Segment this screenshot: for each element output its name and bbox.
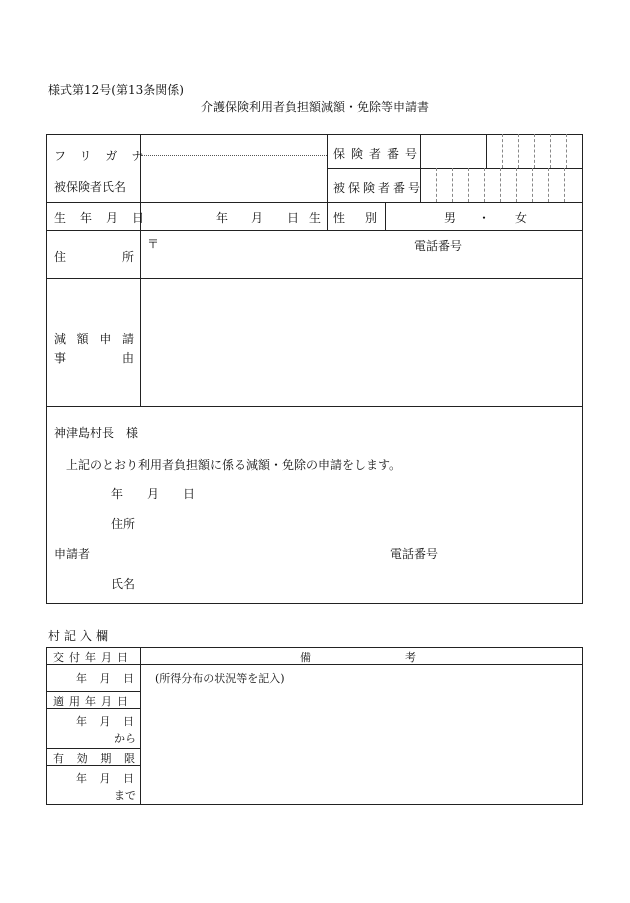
applicant-name-label: 氏名 (111, 577, 136, 591)
furigana-label: フリガナ (54, 149, 158, 163)
application-year-unit: 年 (111, 487, 124, 501)
applicant-label: 申請者 (54, 547, 91, 561)
valid-until-label: まで (114, 789, 136, 802)
application-month-unit: 月 (147, 487, 160, 501)
birth-month-unit: 月 (251, 211, 264, 225)
insured-number-label: 被保険者番号 (333, 181, 424, 195)
birth-day-unit: 日生 (287, 211, 332, 225)
sex-label: 性別 (333, 211, 398, 225)
apply-date-ymd: 年 月 日 (76, 715, 134, 728)
declaration-statement: 上記のとおり利用者負担額に係る減額・免除の申請をします。 (66, 458, 402, 472)
insured-name-label: 被保険者氏名 (54, 180, 127, 194)
form-number-label: 様式第12号(第13条関係) (48, 83, 184, 97)
valid-period-label: 有 効 期 限 (53, 752, 135, 765)
document-title: 介護保険利用者負担額減額・免除等申請書 (200, 100, 429, 114)
address-label (54, 248, 134, 265)
sex-separator: ・ (478, 211, 491, 225)
application-day-unit: 日 (183, 487, 196, 501)
sex-male-option[interactable]: 男 (444, 211, 457, 225)
valid-period-ymd: 年 月 日 (76, 772, 134, 785)
applicant-phone-label: 電話番号 (390, 547, 439, 561)
remarks-note: (所得分布の状況等を記入) (155, 672, 285, 685)
apply-date-label: 適用年月日 (53, 695, 133, 708)
birth-year-unit: 年 (216, 211, 229, 225)
address-label-char-1: 住 (54, 250, 67, 264)
apply-from-label: から (114, 732, 136, 745)
addressee: 神津島村長 様 (54, 426, 139, 440)
birth-date-label: 生年月日 (54, 211, 159, 225)
postal-mark: 〒 (147, 237, 160, 251)
insurer-number-label: 保険者番号 (333, 147, 424, 161)
issue-date-ymd: 年 月 日 (76, 672, 134, 685)
sex-female-option[interactable]: 女 (515, 211, 528, 225)
applicant-table (46, 134, 583, 604)
village-section-title: 村記入欄 (48, 629, 113, 643)
applicant-address-label: 住所 (111, 517, 136, 531)
remarks-label: 備 考 (300, 651, 416, 664)
reduction-reason-label: 減 額 申 請 事 由 (54, 332, 134, 365)
phone-number-label: 電話番号 (414, 239, 463, 253)
address-label-char-2: 所 (121, 250, 134, 264)
issue-date-label: 交付年月日 (53, 651, 133, 664)
